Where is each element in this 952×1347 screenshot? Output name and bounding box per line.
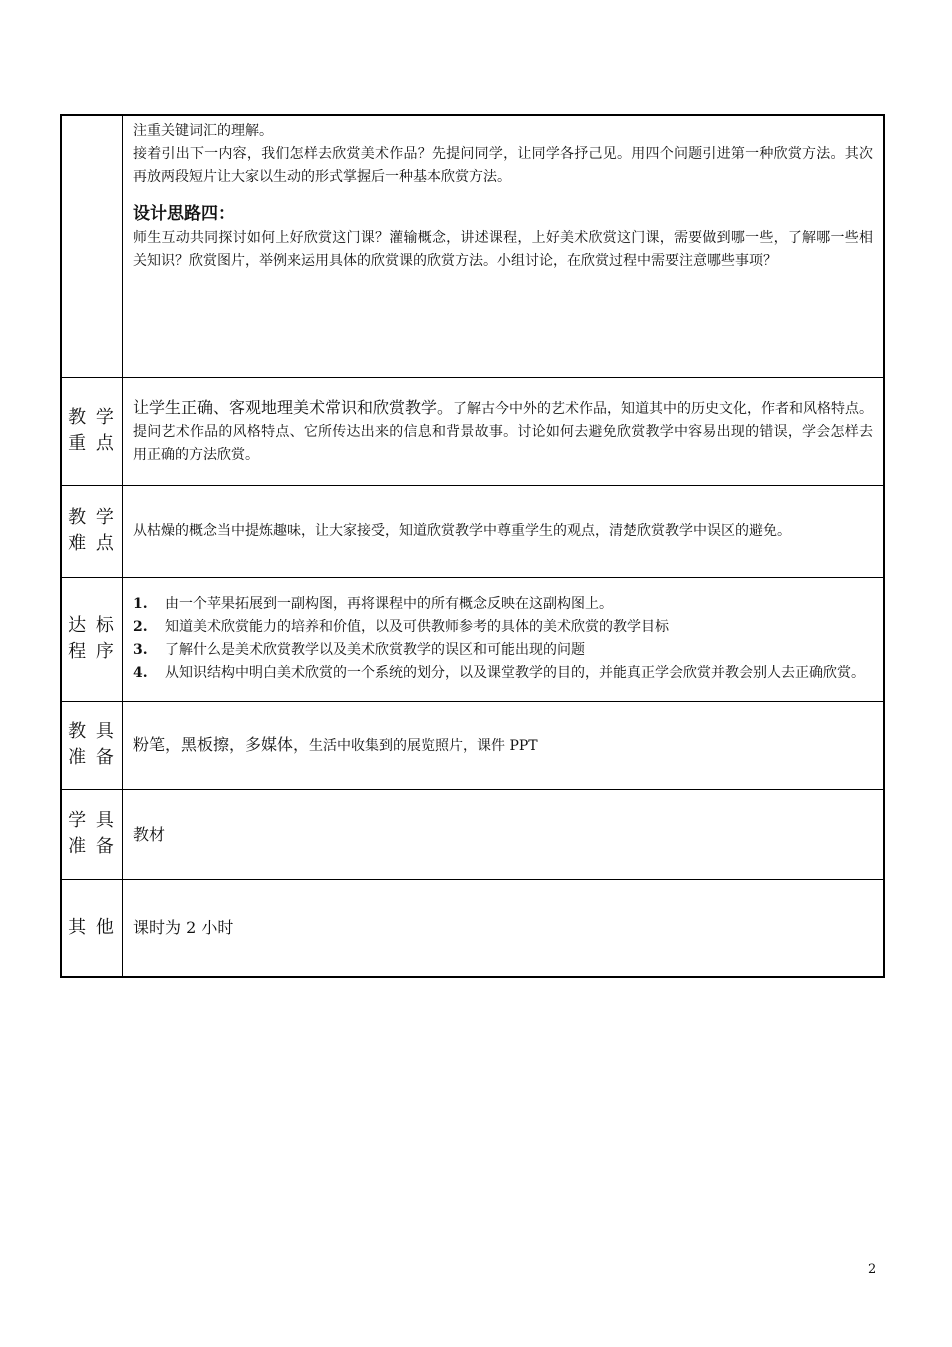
student-tools-row xyxy=(61,789,884,879)
design-content xyxy=(123,115,885,377)
design-paragraph-1: 注重关键词汇的理解。 xyxy=(133,123,273,139)
difficulties-row xyxy=(61,485,884,577)
key-points-lead: 让学生正确、客观地理美术常识和欣赏教学。 xyxy=(133,397,454,417)
teacher-tools-label: 教 具 准 备 xyxy=(61,701,123,789)
other-label: 其 他 xyxy=(61,879,123,977)
list-item: 3. 了解什么是美术欣赏教学以及美术欣赏教学的误区和可能出现的问题 xyxy=(133,642,585,658)
list-item: 4. 从知识结构中明白美术欣赏的一个系统的划分，以及课堂教学的目的，并能真正学会欣赏并教会别人去正确欣赏。 xyxy=(133,665,865,681)
key-points-content xyxy=(123,377,885,485)
design-row-label xyxy=(61,115,123,377)
student-tools-content: 教材 xyxy=(123,789,885,879)
difficulties-label: 教 学 难 点 xyxy=(61,485,123,577)
design-heading: 设计思路四： xyxy=(133,204,235,224)
design-paragraph-2: 接着引出下一内容，我们怎样去欣赏美术作品？先提问同学，让同学各抒己见。用四个问题引进第一种欣赏方法。其次再放两段短片让大家以生动的形式掌握后一种基本欣赏方法。 xyxy=(133,146,873,185)
design-row xyxy=(61,115,884,377)
other-content: 课时为 2 小时 xyxy=(123,879,885,977)
key-points-row xyxy=(61,377,884,485)
procedure-list xyxy=(133,593,873,685)
key-points-rest: 了解古今中外的艺术作品，知道其中的历史文化，作者和风格特点。提问艺术作品的风格特点、它所传达出来的信息和背景故事。讨论如何去避免欣赏教学中容易出现的错误，学会怎样去用正确的方法欣赏。 xyxy=(133,400,874,463)
student-tools-label: 学 具 准 备 xyxy=(61,789,123,879)
teacher-tools-row xyxy=(61,701,884,789)
difficulties-content: 从枯燥的概念当中提炼趣味，让大家接受，知道欣赏教学中尊重学生的观点，清楚欣赏教学中误区的避免。 xyxy=(123,485,885,577)
teacher-tools-content: 粉笔，黑板擦，多媒体，生活中收集到的展览照片，课件 PPT xyxy=(123,701,885,789)
page-number: 2 xyxy=(868,1262,877,1277)
procedure-label: 达 标 程 序 xyxy=(61,577,123,701)
key-points-label: 教 学 重 点 xyxy=(61,377,123,485)
list-item: 2. 知道美术欣赏能力的培养和价值，以及可供教师参考的具体的美术欣赏的教学目标 xyxy=(133,619,669,635)
design-heading-paragraph: 师生互动共同探讨如何上好欣赏这门课？灌输概念，讲述课程，上好美术欣赏这门课，需要做到哪一些，了解哪一些相关知识？欣赏图片，举例来运用具体的欣赏课的欣赏方法。小组讨论，在欣赏过程中需要注意哪些事项？ xyxy=(133,230,873,269)
procedure-content xyxy=(123,577,885,701)
lesson-plan-table xyxy=(60,114,885,978)
list-item: 1. 由一个苹果拓展到一副构图，再将课程中的所有概念反映在这副构图上。 xyxy=(133,596,613,612)
procedure-row xyxy=(61,577,884,701)
other-row xyxy=(61,879,884,977)
